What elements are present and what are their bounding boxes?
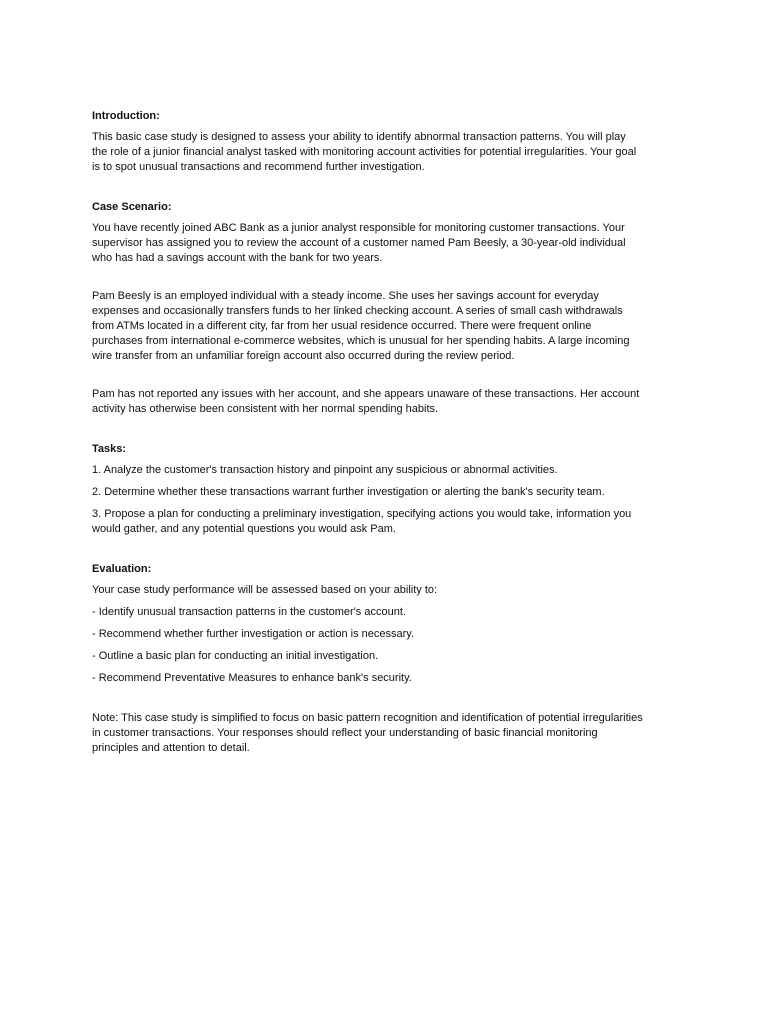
evaluation-item: - Outline a basic plan for conducting an initial investigation. xyxy=(92,650,379,662)
evaluation-item: Your case study performance will be assessed based on your ability to: xyxy=(92,584,438,596)
evaluation-item: - Recommend Preventative Measures to enhance bank's security. xyxy=(92,672,412,684)
task-item: 2. Determine whether these transactions warrant further investigation or alerting the bank's security team. xyxy=(92,486,605,498)
task-item: 3. Propose a plan for conducting a preliminary investigation, specifying actions you would take, information you would gather, and any potential questions you would ask Pam. xyxy=(92,508,632,535)
evaluation-item: - Recommend whether further investigation or action is necessary. xyxy=(92,628,414,640)
case-scenario-heading: Case Scenario: xyxy=(92,201,172,213)
task-item: 1. Analyze the customer's transaction history and pinpoint any suspicious or abnormal activities. xyxy=(92,464,558,476)
introduction-text: This basic case study is designed to assess your ability to identify abnormal transaction patterns. You will play the role of a junior financial analyst tasked with monitoring account activities for potential irregularities. Your goal is to spot unusual transactions and recommend further investigation. xyxy=(92,131,637,173)
introduction-heading: Introduction: xyxy=(92,110,160,122)
case-scenario-paragraph: You have recently joined ABC Bank as a junior analyst responsible for monitoring customer transactions. Your supervisor has assigned you to review the account of a customer named Pam Beesly, a 30-year-old individual who has had a savings account with the bank for two years. xyxy=(92,222,626,264)
evaluation-heading: Evaluation: xyxy=(92,563,152,575)
evaluation-item: - Identify unusual transaction patterns in the customer's account. xyxy=(92,606,406,618)
case-scenario-paragraph: Pam Beesly is an employed individual with a steady income. She uses her savings account for everyday expenses and occasionally transfers funds to her linked checking account. A series of small cash withdrawals from ATMs located in a different city, far from her usual residence occurred. There were frequent online purchases from international e-commerce websites, which is unusual for her spending habits. A large incoming wire transfer from an unfamiliar foreign account also occurred during the review period. xyxy=(92,290,630,362)
tasks-heading: Tasks: xyxy=(92,443,127,455)
document-page xyxy=(92,109,682,756)
case-scenario-paragraph: Pam has not reported any issues with her account, and she appears unaware of these transactions. Her account activity has otherwise been consistent with her normal spending habits. xyxy=(92,388,640,415)
note-text: Note: This case study is simplified to focus on basic pattern recognition and identification of potential irregularities in customer transactions. Your responses should reflect your understanding of basic financial monitoring principles and attention to detail. xyxy=(92,712,643,754)
